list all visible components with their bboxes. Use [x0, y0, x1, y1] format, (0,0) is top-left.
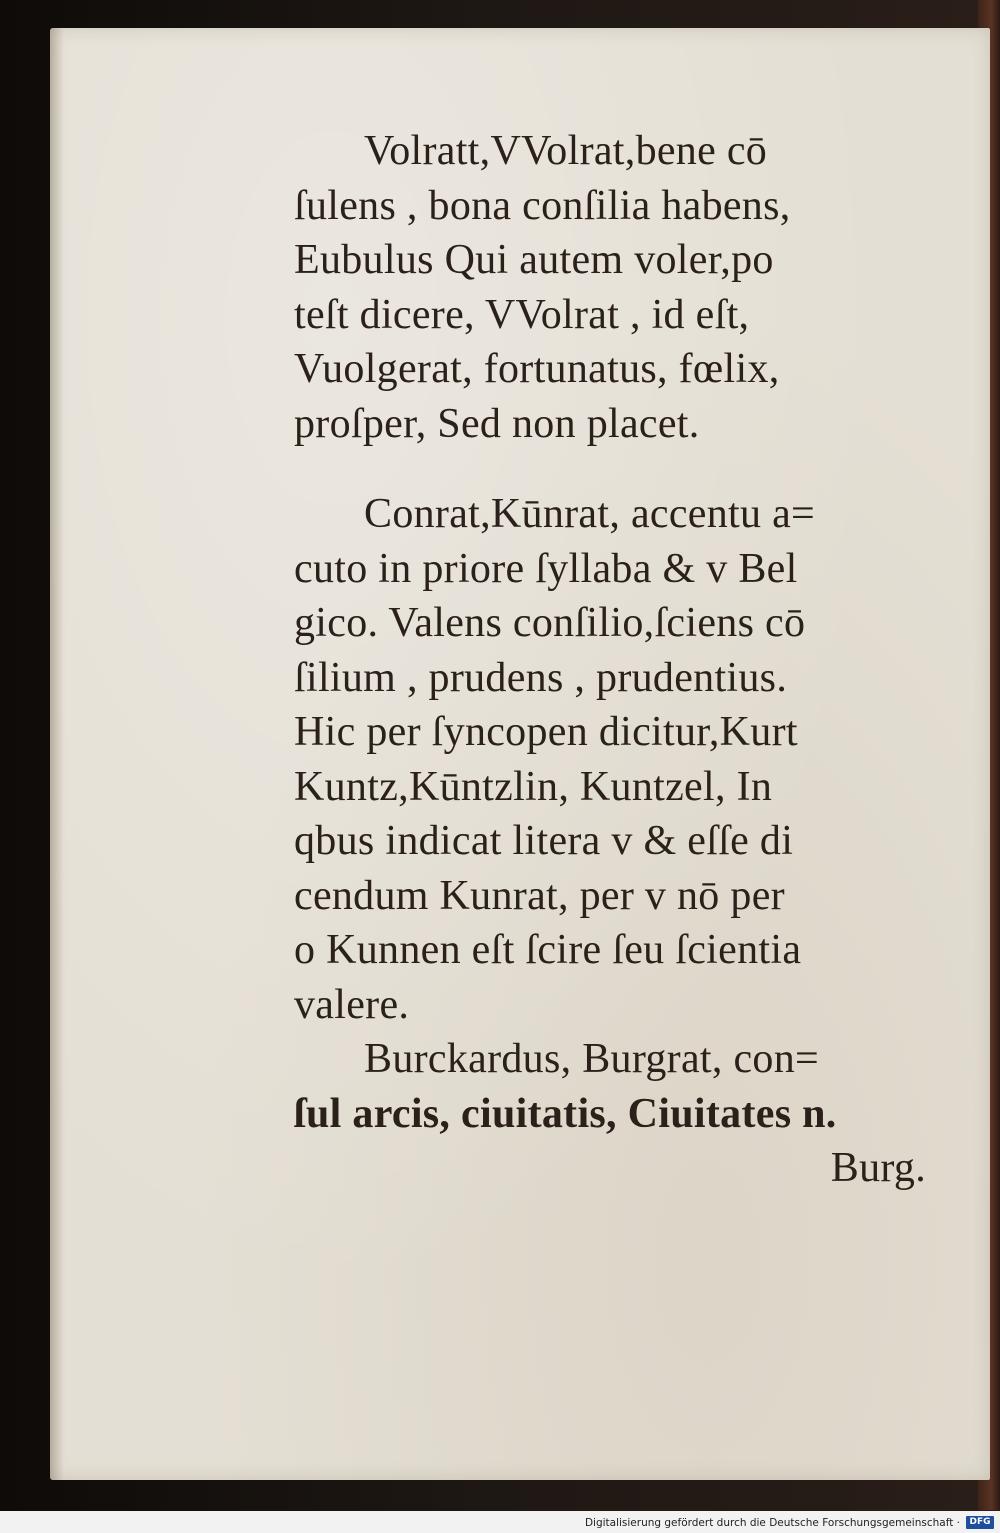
dfg-logo-icon: DFG [966, 1516, 994, 1529]
page-text [294, 124, 934, 1196]
text-line: cuto in priore ſyllaba & v Bel [294, 545, 798, 592]
text-line: cendum Kunrat, per v nō per [294, 872, 785, 919]
book-page [50, 28, 990, 1480]
page-gutter-shadow [50, 28, 64, 1480]
text-line: Vuolgerat, fortunatus, fœlix, [294, 346, 780, 392]
text-line: ſulens , bona conſilia habens, [294, 182, 791, 229]
text-line: Volratt,VVolrat,bene cō [364, 128, 768, 174]
text-line: teſt dicere, VVolrat , id eſt, [294, 291, 750, 338]
text-line: Eubulus Qui autem voler,po [294, 237, 774, 283]
catchword: Burg. [830, 1145, 926, 1191]
text-line: Kuntz,Kūntzlin, Kuntzel, In [294, 763, 773, 810]
funding-credit: Digitalisierung gefördert durch die Deutsche Forschungsgemeinschaft · [584, 1517, 960, 1529]
text-line: ſul arcis, ciuitatis, Ciuitates n. [294, 1090, 837, 1137]
text-line: o Kunnen eſt ſcire ſeu ſcientia [294, 927, 802, 973]
text-line: Hic per ſyncopen dicitur,Kurt [294, 709, 798, 755]
text-line: ſilium , prudens , prudentius. [294, 654, 788, 701]
text-line: valere. [294, 981, 410, 1028]
digitization-footer [0, 1511, 1000, 1533]
text-line: gico. Valens conſilio,ſciens cō [294, 600, 806, 646]
paragraph-gap [294, 451, 934, 487]
text-line: proſper, Sed non placet. [294, 400, 700, 447]
text-line: Burckardus, Burgrat, con= [364, 1036, 819, 1082]
text-line: Conrat,Kūnrat, accentu a= [364, 491, 816, 537]
text-line: qbus indicat litera v & eſſe di [294, 818, 794, 864]
